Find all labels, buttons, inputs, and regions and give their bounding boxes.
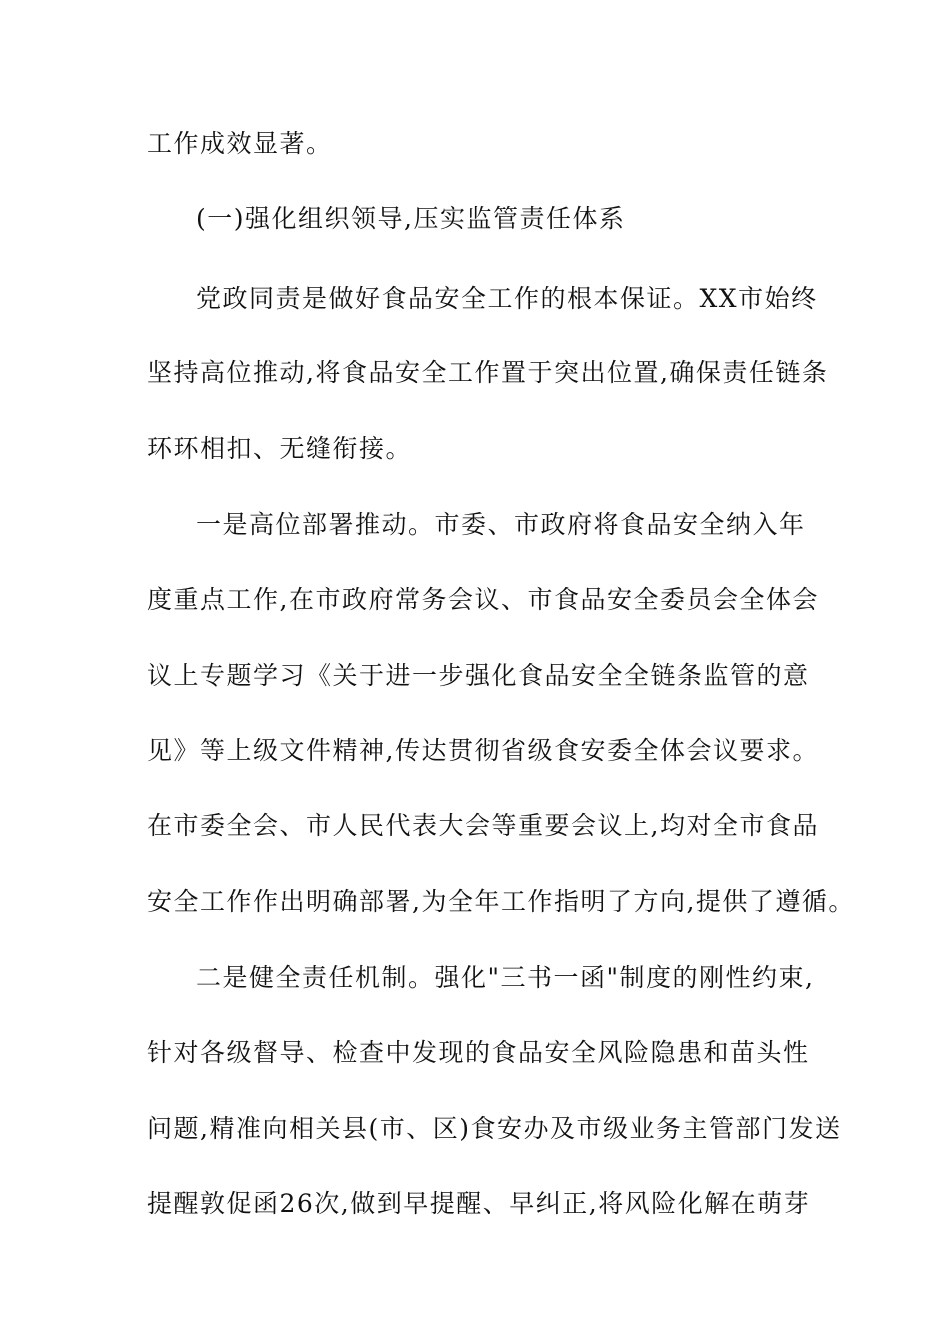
text-line: 环环相扣、无缝衔接。 — [147, 434, 413, 463]
text-line: 见》等上级文件精神,传达贯彻省级食安委全体会议要求。 — [147, 736, 819, 765]
section-heading: (一)强化组织领导,压实监管责任体系 — [196, 204, 626, 233]
text-line: 二是健全责任机制。强化"三书一函"制度的刚性约束, — [196, 963, 815, 992]
text-line: 党政同责是做好食品安全工作的根本保证。XX市始终 — [196, 284, 818, 313]
text-line: 度重点工作,在市政府常务会议、市食品安全委员会全体会 — [147, 585, 819, 614]
text-line: 在市委全会、市人民代表大会等重要会议上,均对全市食品 — [147, 811, 819, 840]
text-line: 工作成效显著。 — [147, 129, 333, 158]
text-line: 一是高位部署推动。市委、市政府将食品安全纳入年 — [196, 510, 806, 539]
text-line: 议上专题学习《关于进一步强化食品安全全链条监管的意 — [147, 661, 810, 690]
text-line: 坚持高位推动,将食品安全工作置于突出位置,确保责任链条 — [147, 358, 829, 387]
text-line: 针对各级督导、检查中发现的食品安全风险隐患和苗头性 — [147, 1038, 810, 1067]
text-line: 安全工作作出明确部署,为全年工作指明了方向,提供了遵循。 — [147, 887, 855, 916]
text-line: 提醒敦促函26次,做到早提醒、早纠正,将风险化解在萌芽 — [147, 1189, 811, 1218]
text-line: 问题,精准向相关县(市、区)食安办及市级业务主管部门发送 — [147, 1114, 842, 1143]
